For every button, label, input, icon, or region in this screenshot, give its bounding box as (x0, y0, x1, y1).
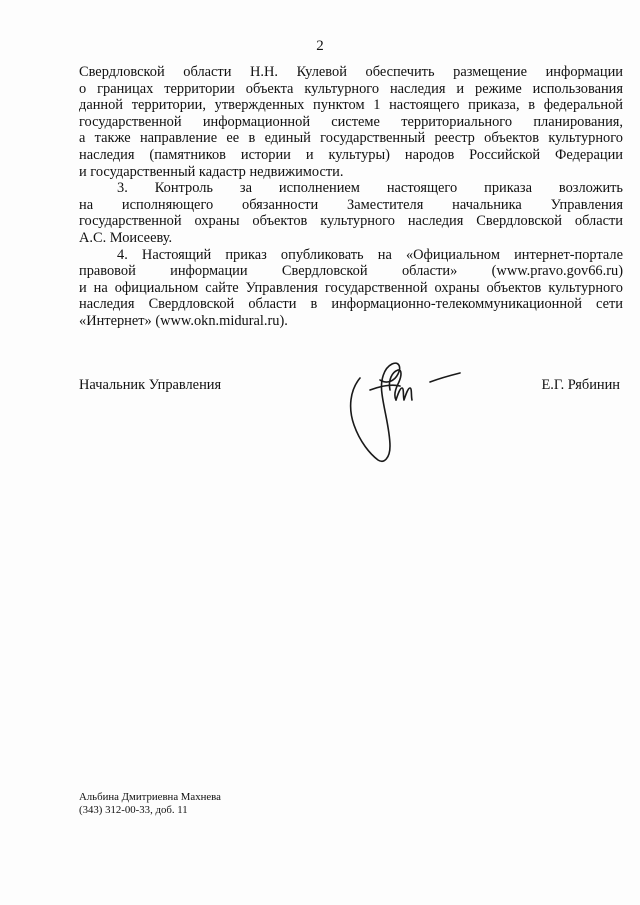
handwritten-signature (340, 350, 480, 465)
page-number: 2 (316, 38, 324, 54)
text-line: А.С. Моисееву. (79, 229, 173, 246)
signer-title: Начальник Управления (79, 377, 222, 393)
text-line: наследия (памятников истории и культуры) народов Российской Федерации (79, 146, 623, 163)
executor-phone: (343) 312-00-33, доб. 11 (79, 804, 188, 816)
text-line: а также направление ее в единый государственный реестр объектов культурного (79, 130, 623, 147)
text-line: 4. Настоящий приказ опубликовать на «Официальном интернет-портале (117, 246, 623, 263)
paragraph-item-3 (79, 180, 623, 246)
document-body (79, 64, 623, 330)
text-line: и государственный кадастр недвижимости. (79, 163, 344, 180)
text-line: и на официальном сайте Управления государственной охраны объектов культурного (79, 279, 623, 296)
text-line: государственной информационной системе территориального планирования, (79, 113, 623, 130)
signer-name: Е.Г. Рябинин (541, 377, 620, 393)
text-line: на исполняющего обязанности Заместителя начальника Управления (79, 196, 623, 213)
text-line: 3. Контроль за исполнением настоящего приказа возложить (117, 180, 623, 197)
text-line: государственной охраны объектов культурного наследия Свердловской области (79, 213, 623, 230)
text-line: данной территории, утвержденных пунктом 1 настоящего приказа, в федеральной (79, 97, 623, 114)
paragraph-continuation (79, 64, 623, 180)
text-line: наследия Свердловской области в информационно-телекоммуникационной сети (79, 296, 623, 313)
executor-name: Альбина Дмитриевна Махнева (79, 791, 221, 803)
paragraph-item-4 (79, 247, 623, 330)
text-line: «Интернет» (www.okn.midural.ru). (79, 312, 288, 329)
text-line: о границах территории объекта культурного наследия и режиме использования (79, 80, 623, 97)
text-line: Свердловской области Н.Н. Кулевой обеспечить размещение информации (79, 64, 623, 80)
executor-info (79, 791, 221, 817)
text-line: правовой информации Свердловской области» (www.pravo.gov66.ru) (79, 263, 623, 280)
